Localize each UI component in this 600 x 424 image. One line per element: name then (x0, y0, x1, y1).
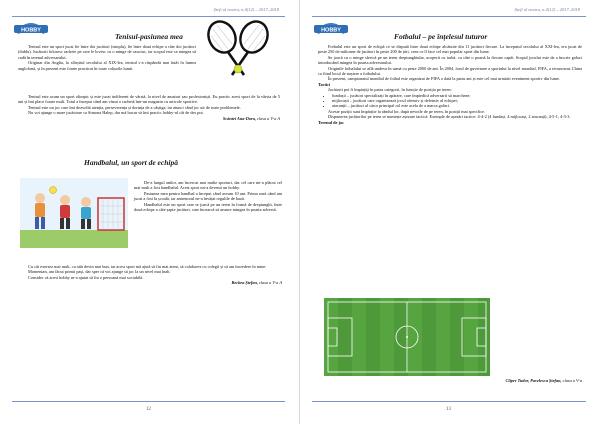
tennis-body-top (18, 44, 196, 71)
football-paragraph: În prezent, campionatul mondial de fotbal este organizat de FIFA o dată la patru ani și este cel mai urmărit eveniment sportiv din lume. (328, 76, 560, 82)
footer-rule (12, 401, 285, 402)
running-header: Ștefi ul nostru, n.4(12) – 2017–2018 (213, 7, 279, 12)
list-item: • fundașii – jucători specializați în apărare, care împiedică adversarii să marcheze; (332, 93, 582, 98)
football-paragraph: Dispunerea jucătorilor pe teren se numește așezare tactică. Exemple de așezări tactice: 4-4-2 (4 fundași, 4 mijlocași, 2 atacanți), 4-5-1, 4-3-3. (328, 114, 571, 120)
tennis-paragraph: Tenisul este un sport jucat fie între doi jucători (simplu), fie între două echipe a câte doi jucători (dublu). Jucătorii folosesc rachete pe care le lovesc cu o minge de cauciuc, iar scopul este ca mingea să cadă în terenul adversarului. (18, 44, 196, 60)
tennis-paragraph: Tenisul este un joc care îmi dezvoltă atenția, perseverența și dorința de a câștiga, iar atunci când joc uit de toate problemele. (28, 104, 241, 110)
badge-label: HOBBY (321, 27, 341, 34)
tennis-title: Tenisul-pasiunea mea (115, 32, 183, 41)
football-field-icon (324, 298, 490, 376)
football-title: Fotbalul – pe înțelesul tuturor (394, 32, 488, 41)
handball-paragraph: Pasiunea mea pentru handbal a început când aveam 10 ani. Prima oară când am jucat a fost la școală, iar antrenorul ne-a învățat regulile de bază. (134, 190, 282, 202)
list-item: • mijlocașii – jucători care organizează jocul ofensiv și defensiv al echipei; (332, 98, 582, 103)
football-signature: Cliper Tudor, Pavelescu Ștefan, clasa a V-a (505, 378, 582, 383)
handball-title: Handbalul, un sport de echipă (84, 158, 178, 167)
footer-rule (312, 401, 586, 402)
running-header: Ștefi ul nostru, n.4(12) – 2017–2018 (514, 7, 580, 12)
hobby-badge-icon (312, 12, 350, 36)
tactics-heading: Tactici (318, 81, 331, 87)
tennis-body-bottom (18, 94, 280, 121)
handball-body-top (134, 180, 282, 212)
tennis-signature: Scântei Ana-Dora, clasa a V-a A (222, 115, 280, 121)
right-page (300, 0, 600, 424)
hobby-badge-icon (12, 12, 50, 36)
handball-paragraph: Momentan, am făcut primii pași, dar sper că voi ajunge să joc la un nivel mai înalt. (28, 269, 171, 275)
list-item: • atacanții – jucători al căror principal rol este acela de a marca goluri. (332, 103, 582, 108)
tennis-paragraph: Nu voi ajunge o mare jucătoare ca Simona Halep, dar mă bucur să îmi practic hobby-ul cât de des pot. (28, 110, 204, 116)
tennis-rackets-icon (198, 19, 278, 77)
header-rule (12, 16, 285, 17)
page-number: 13 (446, 407, 451, 412)
football-paragraph: Aceste poziții sunt împărțite la rândul lor, după nevoile de pe teren, în poziții mai specifice. (328, 108, 486, 114)
handball-illustration (20, 178, 128, 248)
handball-paragraph: De-a lungul anilor, am încercat mai multe sporturi, dar cel care mi-a plăcut cel mai mult a fost handbalul. Acest sport mi-a devenit un hobby. (134, 180, 282, 191)
positions-list (332, 93, 582, 109)
football-paragraph: Originile fotbalului se află undeva în urmă cu peste 2000 de ani. În 2004, forul de guvernare a sportului la nivel mondial, FIFA, a recunoscut China ca fiind locul de naștere a fotbalului. (318, 65, 582, 77)
handball-body-bottom (18, 264, 282, 286)
header-rule (312, 16, 586, 17)
handball-kids-icon (20, 178, 128, 248)
tennis-paragraph: Tenisul este acum un sport olimpic și este jucat indiferent de vârstă, la nivel de amatori sau profesioniști. Eu practic acest sport de la vârsta de 5 ani și îmi place foarte mult. Totul a început când am văzut o rachetă într-un magazin cu articole sportive. (18, 94, 280, 105)
football-signature-block (318, 378, 582, 383)
handball-paragraph: Cu cât exersez mai mult, cu atât devin mai bun, iar acest sport mă ajută să fiu mai atent, să colaborez cu colegii și să am încredere în mine. (28, 264, 267, 269)
tennis-paragraph: Originar din Anglia, la sfârșitul secolului al XIX-lea, tenisul s-a răspândit mai întâi în lumea anglofonă, și în prezent este foarte practicat în toate colțurile lumii. (18, 60, 196, 71)
handball-signature: Reckea Ștefan, clasa a V-a A (231, 280, 282, 286)
badge-label: HOBBY (21, 27, 41, 34)
football-paragraph: Fotbalul este un sport de echipă ce se dispută între două echipe alcătuite din 11 jucători fiecare. La începutul secolului al XXI-lea, era jucat de peste 250 de milioane de jucători în peste 200 de țări, ceea ce îl face cel mai popular sport din lume. (318, 44, 582, 55)
football-body (318, 44, 582, 125)
football-paragraph: Se joacă cu o minge sferică pe un teren dreptunghiular, acoperit cu iarbă, cu câte o poartă la fiecare capăt. Scopul jocului este de a înscrie goluri introducând mingea în poarta adversarului. (318, 54, 582, 66)
tactics-intro: Jucătorii pot fi împărțiți în patru categorii, în funcție de poziția pe teren: (328, 87, 452, 93)
handball-paragraph: Consider că acest hobby m-a ajutat să fiu o persoană mai sociabilă. (28, 274, 144, 280)
field-heading: Terenul de joc (318, 119, 345, 125)
page-number: 12 (146, 407, 151, 412)
handball-paragraph: Handbalul este un sport care se joacă pe un teren în formă de dreptunghi, între două echipe a câte șapte jucători, care încearcă să arunce mingea în poarta adversă. (134, 201, 282, 213)
